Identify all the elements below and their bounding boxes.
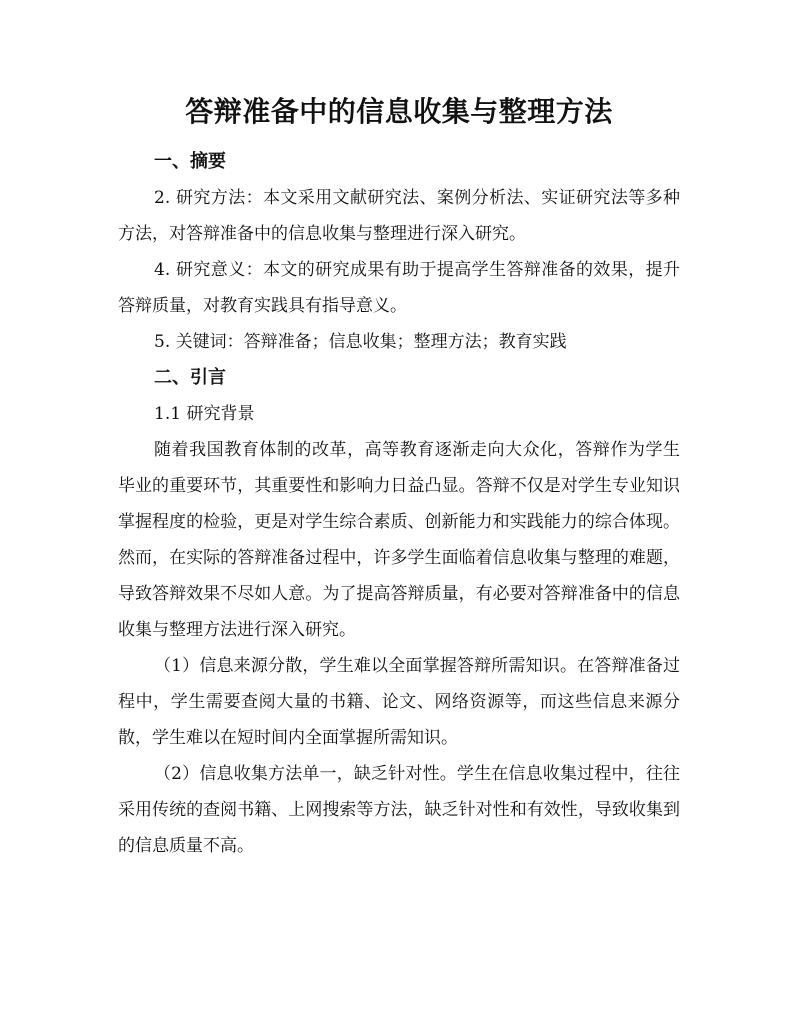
- section-heading-abstract: 一、摘要: [154, 151, 226, 172]
- subsection-heading-background: 1.1 研究背景: [154, 404, 255, 424]
- abstract-item-keywords: 5. 关键词：答辩准备；信息收集；整理方法；教育实践: [154, 332, 567, 352]
- document-title: 答辩准备中的信息收集与整理方法: [185, 95, 613, 128]
- section-heading-introduction: 二、引言: [154, 367, 226, 388]
- abstract-item-significance: 4. 研究意义：本文的研究成果有助于提高学生答辩准备的效果，提升答辩质量，对教育实践具有指导意义。: [118, 260, 680, 316]
- intro-paragraph-background: 随着我国教育体制的改革，高等教育逐渐走向大众化，答辩作为学生毕业的重要环节，其重要性和影响力日益凸显。答辩不仅是对学生专业知识掌握程度的检验，更是对学生综合素质、创新能力和实践能力的综合体现。然而，在实际的答辩准备过程中，许多学生面临着信息收集与整理的难题，导致答辩效果不尽如人意。为了提高答辩质量，有必要对答辩准备中的信息收集与整理方法进行深入研究。: [118, 440, 680, 640]
- intro-paragraph-point-2: （2）信息收集方法单一，缺乏针对性。学生在信息收集过程中，往往采用传统的查阅书籍、上网搜索等方法，缺乏针对性和有效性，导致收集到的信息质量不高。: [118, 764, 680, 856]
- intro-paragraph-point-1: （1）信息来源分散，学生难以全面掌握答辩所需知识。在答辩准备过程中，学生需要查阅大量的书籍、论文、网络资源等，而这些信息来源分散，学生难以在短时间内全面掌握所需知识。: [118, 656, 680, 748]
- abstract-item-methods: 2. 研究方法：本文采用文献研究法、案例分析法、实证研究法等多种方法，对答辩准备中的信息收集与整理进行深入研究。: [118, 188, 680, 244]
